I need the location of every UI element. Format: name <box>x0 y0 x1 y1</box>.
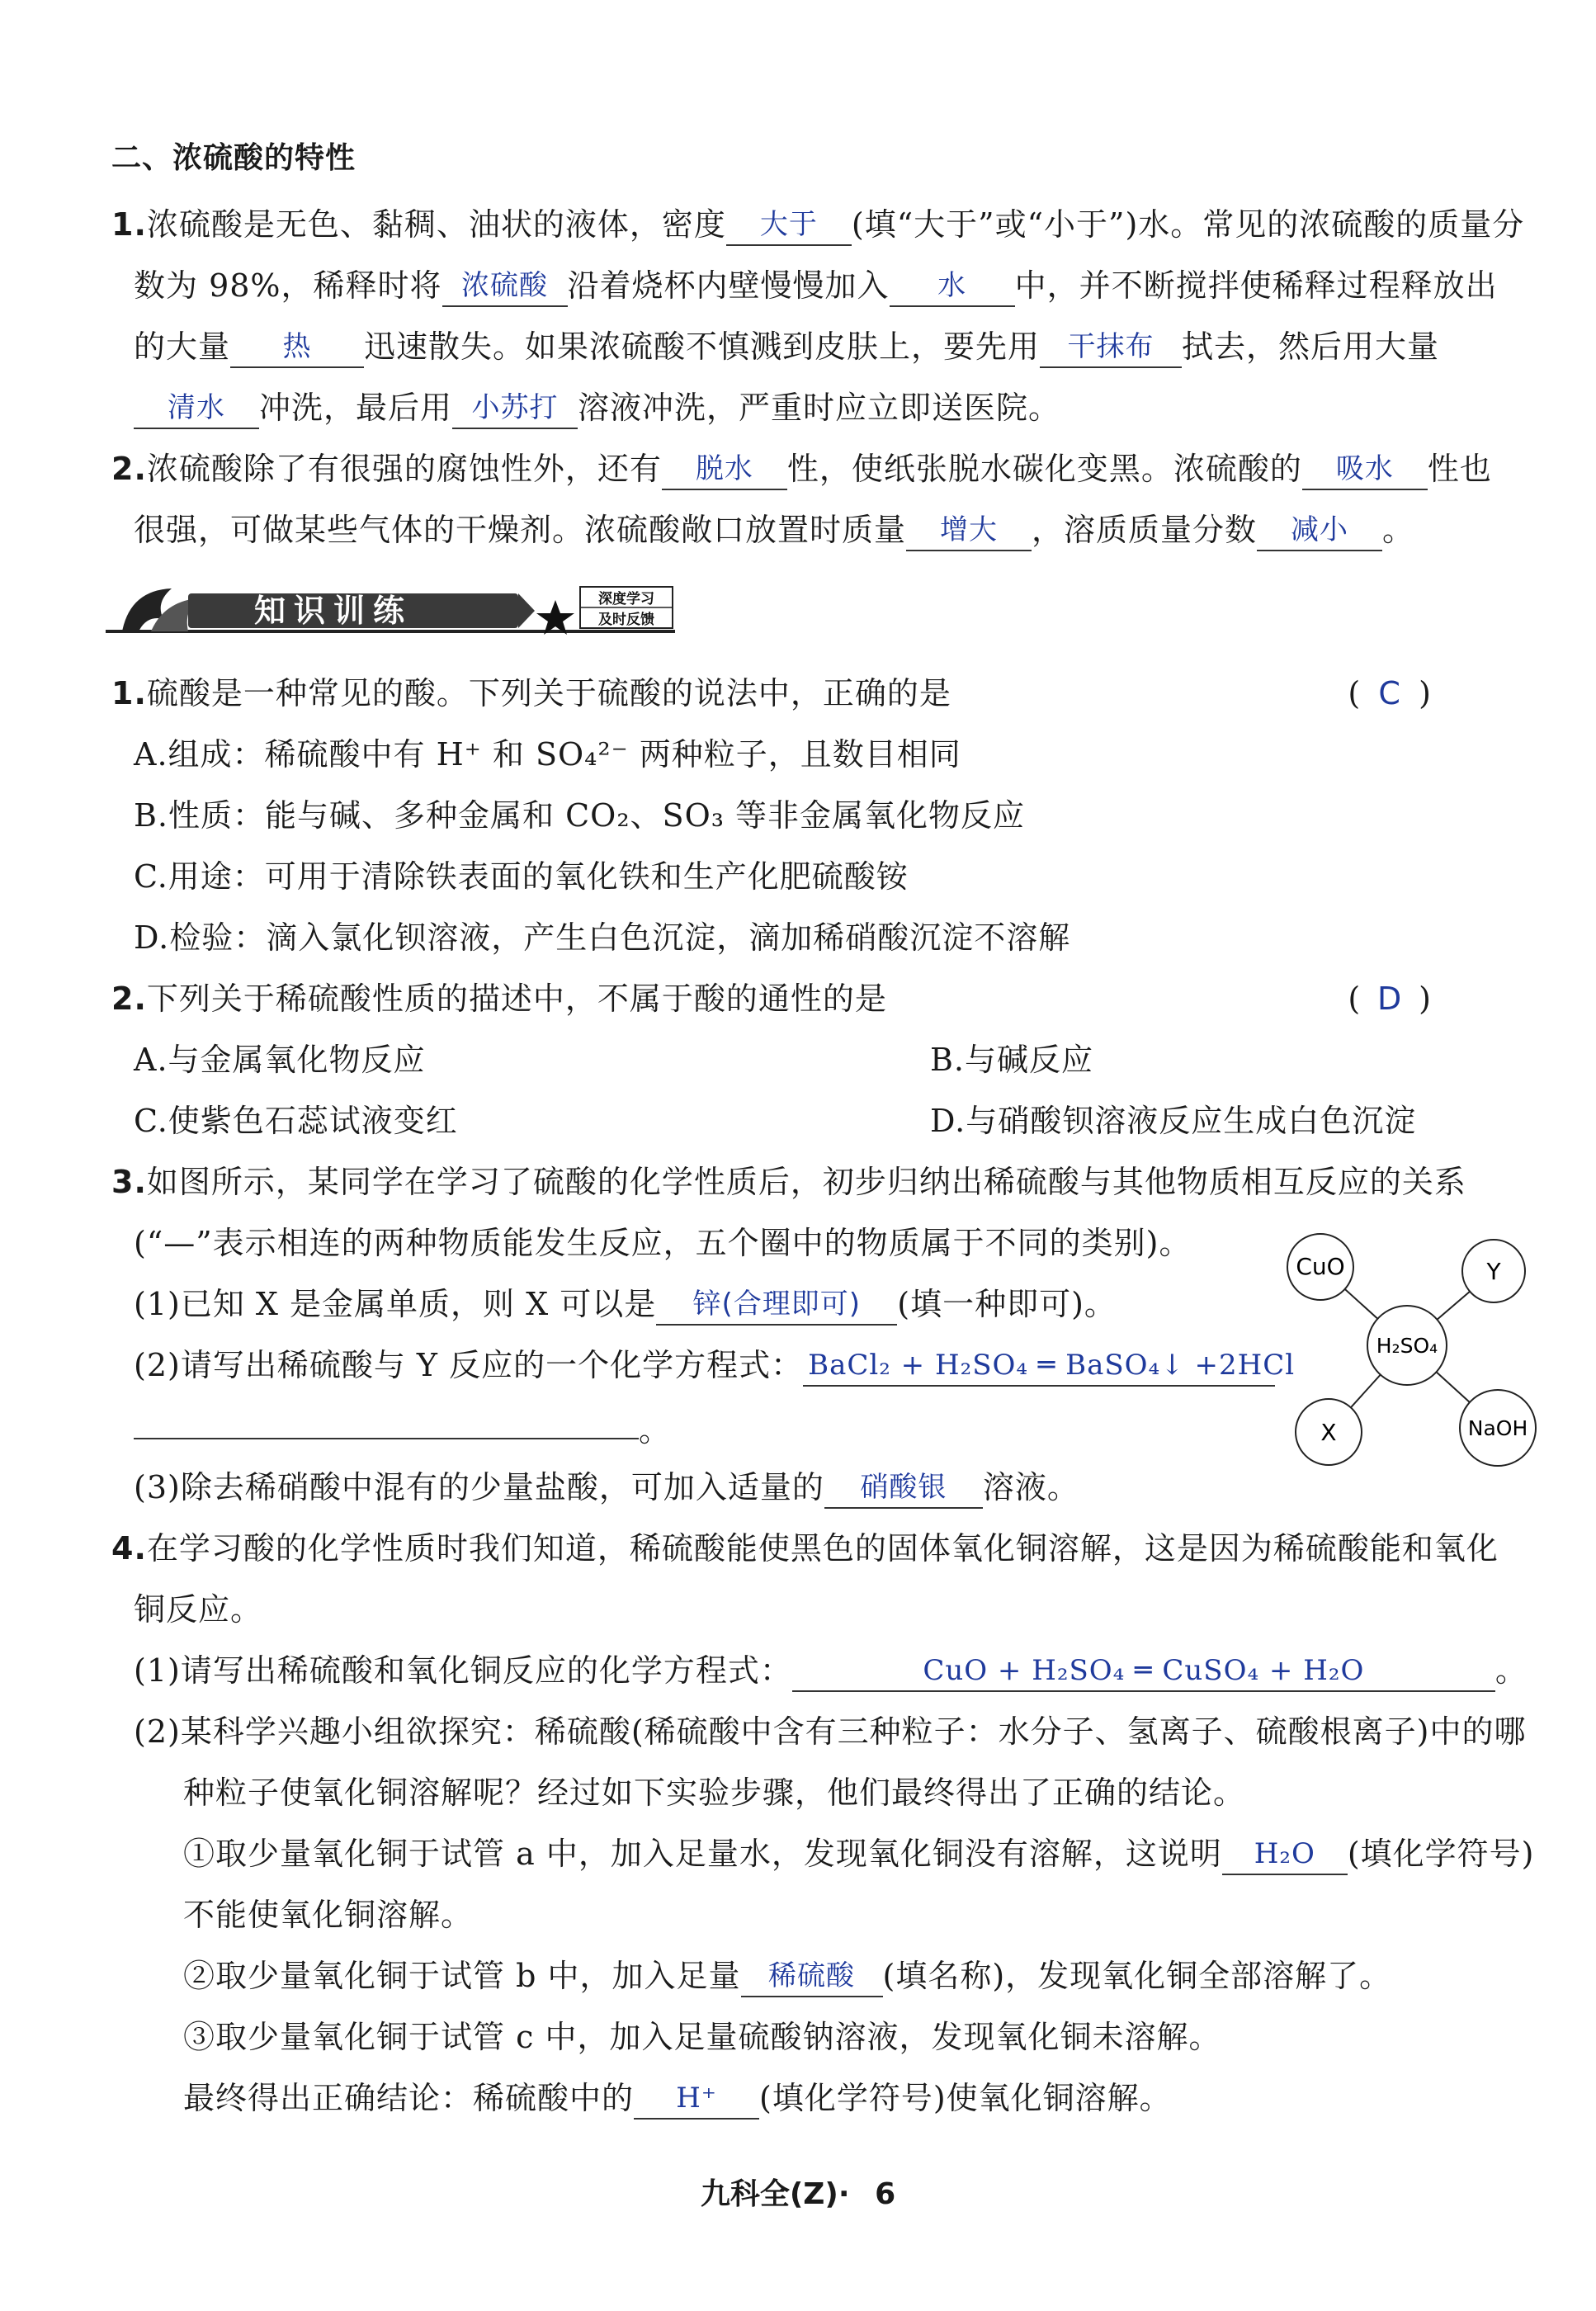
text: 在学习酸的化学性质时我们知道，稀硫酸能使黑色的固体氧化铜溶解，这是因为稀硫酸能和氧化 <box>146 1530 1499 1567</box>
answer-blank[interactable]: H₂O <box>1222 1836 1348 1875</box>
text: 迅速散失。如果浓硫酸不慎溅到皮肤上，要先用 <box>364 328 1041 365</box>
p1-q1-line3 <box>134 320 1537 373</box>
text: 浓硫酸是无色、黏稠、油状的液体，密度 <box>146 206 726 243</box>
ex-q4-conclusion <box>183 2072 1586 2124</box>
reaction-diagram <box>1271 1230 1543 1486</box>
p1-q1-line1 <box>111 198 1525 251</box>
banner-rule <box>106 630 675 633</box>
text: (填化学符号) <box>1347 1836 1535 1872</box>
ex-q2-option-b: B.与碱反应 <box>930 1042 1094 1078</box>
text: 下列关于稀硫酸性质的描述中，不属于酸的通性的是 <box>146 981 887 1017</box>
answer-blank[interactable]: CuO + H₂SO₄ ═ CuSO₄ + H₂O <box>792 1652 1495 1692</box>
ex-q2-options-row2 <box>134 1094 1537 1147</box>
answer-blank-continued[interactable] <box>134 1400 639 1439</box>
answer-blank[interactable]: 脱水 <box>662 451 787 490</box>
answer-blank[interactable]: 增大 <box>906 512 1032 551</box>
answer-blank[interactable]: 浓硫酸 <box>442 267 568 307</box>
answer-blank[interactable]: 稀硫酸 <box>741 1958 883 1997</box>
text: 的大量 <box>134 328 231 365</box>
node-label-cuo: CuO <box>1296 1253 1345 1280</box>
text: 沿着烧杯内壁慢慢加入 <box>567 267 890 304</box>
choice-answer: C <box>1378 675 1401 711</box>
banner-graphic <box>106 582 675 648</box>
text: 如图所示，某同学在学习了硫酸的化学性质后，初步归纳出稀硫酸与其他物质相互反应的关系 <box>146 1164 1466 1200</box>
ex-q1-option-b: B.性质：能与碱、多种金属和 CO₂、SO₃ 等非金属氧化物反应 <box>134 797 1026 834</box>
ex-q2-stem <box>111 972 1514 1025</box>
node-label-naoh: NaOH <box>1467 1416 1528 1440</box>
text: 溶液。 <box>982 1469 1079 1505</box>
banner-tag-line1: 深度学习 <box>598 591 654 607</box>
text: ②取少量氧化铜于试管 b 中，加入足量 <box>183 1958 741 1994</box>
star-icon <box>536 600 574 635</box>
text: 。 <box>1382 512 1415 548</box>
answer-blank[interactable]: 水 <box>890 267 1015 307</box>
text: (填化学符号)使氧化铜溶解。 <box>759 2080 1172 2116</box>
text: (填名称)，发现氧化铜全部溶解了。 <box>882 1958 1392 1994</box>
answer-blank[interactable]: BaCl₂ + H₂SO₄ ═ BaSO₄↓ +2HCl <box>803 1347 1275 1387</box>
answer-blank[interactable]: 大于 <box>726 206 852 246</box>
p1-q2-line2 <box>134 503 1537 556</box>
answer-blank[interactable]: 小苏打 <box>452 390 578 429</box>
node-label-h2so4: H₂SO₄ <box>1376 1334 1438 1358</box>
text: 很强，可做某些气体的干燥剂。浓硫酸敞口放置时质量 <box>134 512 907 548</box>
ex-q2-option-a: A.与金属氧化物反应 <box>134 1042 426 1078</box>
answer-bracket[interactable]: ( C ) <box>1348 667 1432 720</box>
answer-bracket[interactable]: ( D ) <box>1348 972 1432 1025</box>
text: 。 <box>1494 1652 1528 1689</box>
question-number: 3. <box>111 1164 147 1200</box>
page-footer <box>0 2171 1596 2213</box>
text: 性也 <box>1427 451 1492 487</box>
ex-q1-option-c: C.用途：可用于清除铁表面的氧化铁和生产化肥硫酸铵 <box>134 858 909 895</box>
ex-q4-part2-line1: (2)某科学兴趣小组欲探究：稀硫酸(稀硫酸中含有三种粒子：水分子、氢离子、硫酸根离子)中的哪 <box>134 1713 1527 1750</box>
ex-q4-line1 <box>111 1522 1514 1575</box>
text: ①取少量氧化铜于试管 a 中，加入足量水，发现氧化铜没有溶解，这说明 <box>183 1836 1222 1872</box>
ex-q1-option-d: D.检验：滴入氯化钡溶液，产生白色沉淀，滴加稀硝酸沉淀不溶解 <box>134 919 1071 956</box>
question-number: 1. <box>111 675 147 711</box>
node-label-y: Y <box>1486 1258 1501 1285</box>
answer-blank[interactable]: 清水 <box>134 390 259 429</box>
question-number: 4. <box>111 1530 147 1567</box>
question-number: 2. <box>111 451 147 487</box>
text: 。 <box>639 1412 672 1449</box>
banner-tag-line2: 及时反馈 <box>598 612 654 628</box>
ex-q3-line1 <box>111 1156 1514 1208</box>
ex-q4-step3: ③取少量氧化铜于试管 c 中，加入足量硫酸钠溶液，发现氧化铜未溶解。 <box>183 2019 1221 2055</box>
ex-q3-line2: (“—”表示相连的两种物质能发生反应，五个圈中的物质属于不同的类别)。 <box>134 1225 1192 1261</box>
banner-arrow <box>518 593 535 628</box>
section-banner <box>106 582 675 648</box>
ex-q2-option-c: C.使紫色石蕊试液变红 <box>134 1103 458 1139</box>
text: 数为 98%，稀释时将 <box>134 267 442 304</box>
text: 浓硫酸除了有很强的腐蚀性外，还有 <box>146 451 662 487</box>
answer-blank[interactable]: 干抹布 <box>1040 328 1182 368</box>
ex-q4-line2: 铜反应。 <box>134 1591 263 1628</box>
text: 中，并不断搅拌使稀释过程释放出 <box>1014 267 1498 304</box>
ex-q4-step2 <box>183 1949 1586 2002</box>
text: 性，使纸张脱水碳化变黑。浓硫酸的 <box>786 451 1302 487</box>
text: (2)请写出稀硫酸与 Y 反应的一个化学方程式： <box>134 1347 804 1383</box>
p1-q1-line2 <box>134 259 1537 312</box>
p1-q1-line4 <box>134 381 1537 434</box>
choice-answer: D <box>1377 981 1403 1017</box>
text: (填“大于”或“小于”)水。常见的浓硫酸的质量分 <box>851 206 1525 243</box>
page-number: 6 <box>875 2177 896 2211</box>
question-number: 2. <box>111 981 147 1017</box>
p1-q2-line1 <box>111 442 1514 495</box>
text: ，溶质质量分数 <box>1032 512 1258 548</box>
text: (3)除去稀硝酸中混有的少量盐酸，可加入适量的 <box>134 1469 824 1505</box>
ex-q2-options-row1 <box>134 1033 1537 1086</box>
section-heading: 二、浓硫酸的特性 <box>111 141 357 175</box>
answer-blank[interactable]: 热 <box>230 328 364 368</box>
text: 最终得出正确结论：稀硫酸中的 <box>183 2080 635 2116</box>
ex-q4-step1-cont: 不能使氧化铜溶解。 <box>183 1897 474 1933</box>
ex-q4-step1 <box>183 1827 1586 1880</box>
text: 硫酸是一种常见的酸。下列关于硫酸的说法中，正确的是 <box>146 675 951 711</box>
banner-title: 知识训练 <box>254 592 413 629</box>
ex-q1-option-a: A.组成：稀硫酸中有 H⁺ 和 SO₄²⁻ 两种粒子，且数目相同 <box>134 736 961 773</box>
node-label-x: X <box>1320 1419 1337 1446</box>
ex-q4-part2-line2: 种粒子使氧化铜溶解呢？经过如下实验步骤，他们最终得出了正确的结论。 <box>183 1775 1246 1811</box>
text: (1)已知 X 是金属单质，则 X 可以是 <box>134 1286 657 1322</box>
answer-blank[interactable]: 硝酸银 <box>824 1469 983 1509</box>
ex-q4-part1 <box>134 1644 1537 1697</box>
ex-q2-option-d: D.与硝酸钡溶液反应生成白色沉淀 <box>930 1103 1417 1139</box>
answer-blank[interactable]: 减小 <box>1257 512 1382 551</box>
question-number: 1. <box>111 206 147 243</box>
answer-blank[interactable]: 锌(合理即可) <box>656 1286 897 1326</box>
text: 冲洗，最后用 <box>259 390 453 426</box>
text: 拭去，然后用大量 <box>1182 328 1440 365</box>
footer-text: 九科全(Z)· <box>700 2177 850 2211</box>
answer-blank[interactable]: H⁺ <box>634 2080 759 2120</box>
text: (1)请写出稀硫酸和氧化铜反应的化学方程式： <box>134 1652 792 1689</box>
ex-q1-stem <box>111 667 1514 720</box>
answer-blank[interactable]: 吸水 <box>1302 451 1428 490</box>
text: (填一种即可)。 <box>897 1286 1117 1322</box>
text: 溶液冲洗，严重时应立即送医院。 <box>578 390 1061 426</box>
